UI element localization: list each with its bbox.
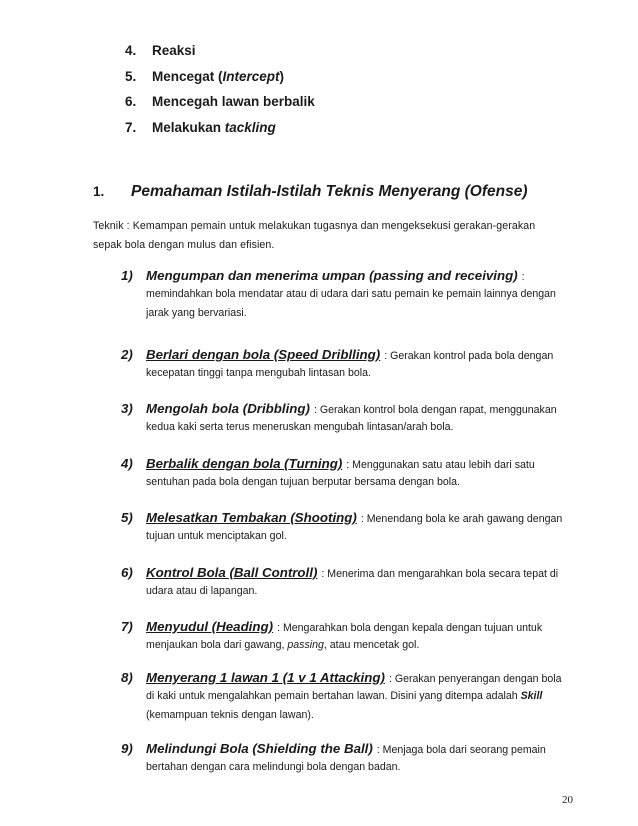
technique-description-start: : Gerakan kontrol pada bola dengan (384, 350, 554, 362)
technique-title: Berlari dengan bola (Speed Driblling) (146, 347, 381, 362)
technique-number: 6) (121, 565, 133, 580)
page-number: 20 (562, 794, 573, 806)
technique-number: 2) (121, 347, 133, 362)
section-title: Pemahaman Istilah-Istilah Teknis Menyerang (Ofense) (131, 183, 528, 200)
technique-title: Menyerang 1 lawan 1 (1 v 1 Attacking) (146, 670, 385, 685)
technique-description-start: : Menggunakan satu atau lebih dari satu (346, 459, 535, 471)
technique-description-emphasis: Skill (520, 690, 543, 702)
list-item (125, 115, 315, 141)
technique-description-text: menjaukan bola dari gawang, (146, 639, 288, 651)
technique-description-start: : (521, 271, 525, 283)
technique-description: udara atau di lapangan. (146, 585, 258, 597)
technique-number: 4) (121, 456, 133, 471)
technique-description-text: , atau mencetak gol. (323, 639, 420, 651)
technique-description: sentuhan pada bola dengan tujuan berputar bersama dengan bola. (146, 476, 460, 488)
technique-description: kedua kaki serta terus meneruskan mengubah lintasan/arah bola. (146, 421, 454, 433)
technique-description (146, 687, 574, 724)
technique-description-start: : Menendang bola ke arah gawang dengan (360, 513, 563, 525)
technique-title: Mengolah bola (Dribbling) (146, 401, 310, 416)
technique-description-start: : Gerakan kontrol bola dengan rapat, menggunakan (313, 404, 557, 416)
section-heading (93, 183, 528, 201)
technique-description-start: : Menerima dan mengarahkan bola secara tepat di (321, 568, 559, 580)
list-item-text: Mencegah lawan berbalik (152, 94, 315, 109)
list-item (125, 64, 315, 90)
technique-description-emphasis: passing (287, 639, 324, 651)
list-item-number: 7. (125, 119, 137, 135)
list-item-text: Mencegat ( (152, 68, 223, 84)
technique-description (146, 636, 574, 655)
technique-title: Mengumpan dan menerima umpan (passing and receiving) (146, 268, 518, 283)
list-item-number: 5. (125, 68, 137, 84)
technique-description: bertahan dengan cara melindungi bola dengan badan. (146, 761, 401, 773)
technique-description-start: : Gerakan penyerangan dengan bola (388, 673, 562, 685)
technique-title: Berbalik dengan bola (Turning) (146, 456, 343, 471)
technique-number: 9) (121, 741, 133, 756)
list-item-text-after: ) (279, 68, 285, 84)
list-item (125, 89, 315, 115)
list-item-emphasis: tackling (224, 119, 276, 135)
technique-title: Melesatkan Tembakan (Shooting) (146, 510, 357, 525)
technique-description: tujuan untuk menciptakan gol. (146, 530, 287, 542)
list-item-emphasis: Intercept (222, 68, 280, 84)
list-item-number: 4. (125, 43, 137, 58)
technique-description-start: : Menjaga bola dari seorang pemain (376, 744, 546, 756)
technique-description: memindahkan bola mendatar atau di udara dari satu pemain ke pemain lainnya dengan jarak yang bervariasi. (146, 288, 556, 319)
technique-description-text: (kemampuan teknis dengan lawan). (146, 708, 314, 721)
technique-description: kecepatan tinggi tanpa mengubah lintasan bola. (146, 367, 371, 379)
technique-title: Kontrol Bola (Ball Controll) (146, 565, 318, 580)
list-item-number: 6. (125, 94, 137, 109)
technique-description-text: di kaki untuk mengalahkan pemain bertahan lawan. Disini yang ditempa adalah (146, 690, 521, 702)
technique-number: 1) (121, 268, 133, 283)
section-number: 1. (93, 184, 105, 199)
list-item-text: Reaksi (152, 43, 196, 58)
technique-title: Melindungi Bola (Shielding the Ball) (146, 741, 373, 756)
technique-title: Menyudul (Heading) (146, 619, 274, 634)
list-item-text: Melakukan (152, 119, 225, 135)
technique-number: 5) (121, 510, 133, 525)
top-numbered-list (125, 38, 315, 140)
technique-description-start: : Mengarahkan bola dengan kepala dengan tujuan untuk (277, 622, 543, 634)
technique-number: 3) (121, 401, 133, 416)
technique-number: 7) (121, 619, 133, 634)
technique-number: 8) (121, 670, 133, 685)
intro-paragraph: Teknik : Kemampan pemain untuk melakukan tugasnya dan mengeksekusi gerakan-gerakan sepak bola dengan mulus dan efisien. (93, 220, 536, 251)
list-item (125, 38, 315, 64)
